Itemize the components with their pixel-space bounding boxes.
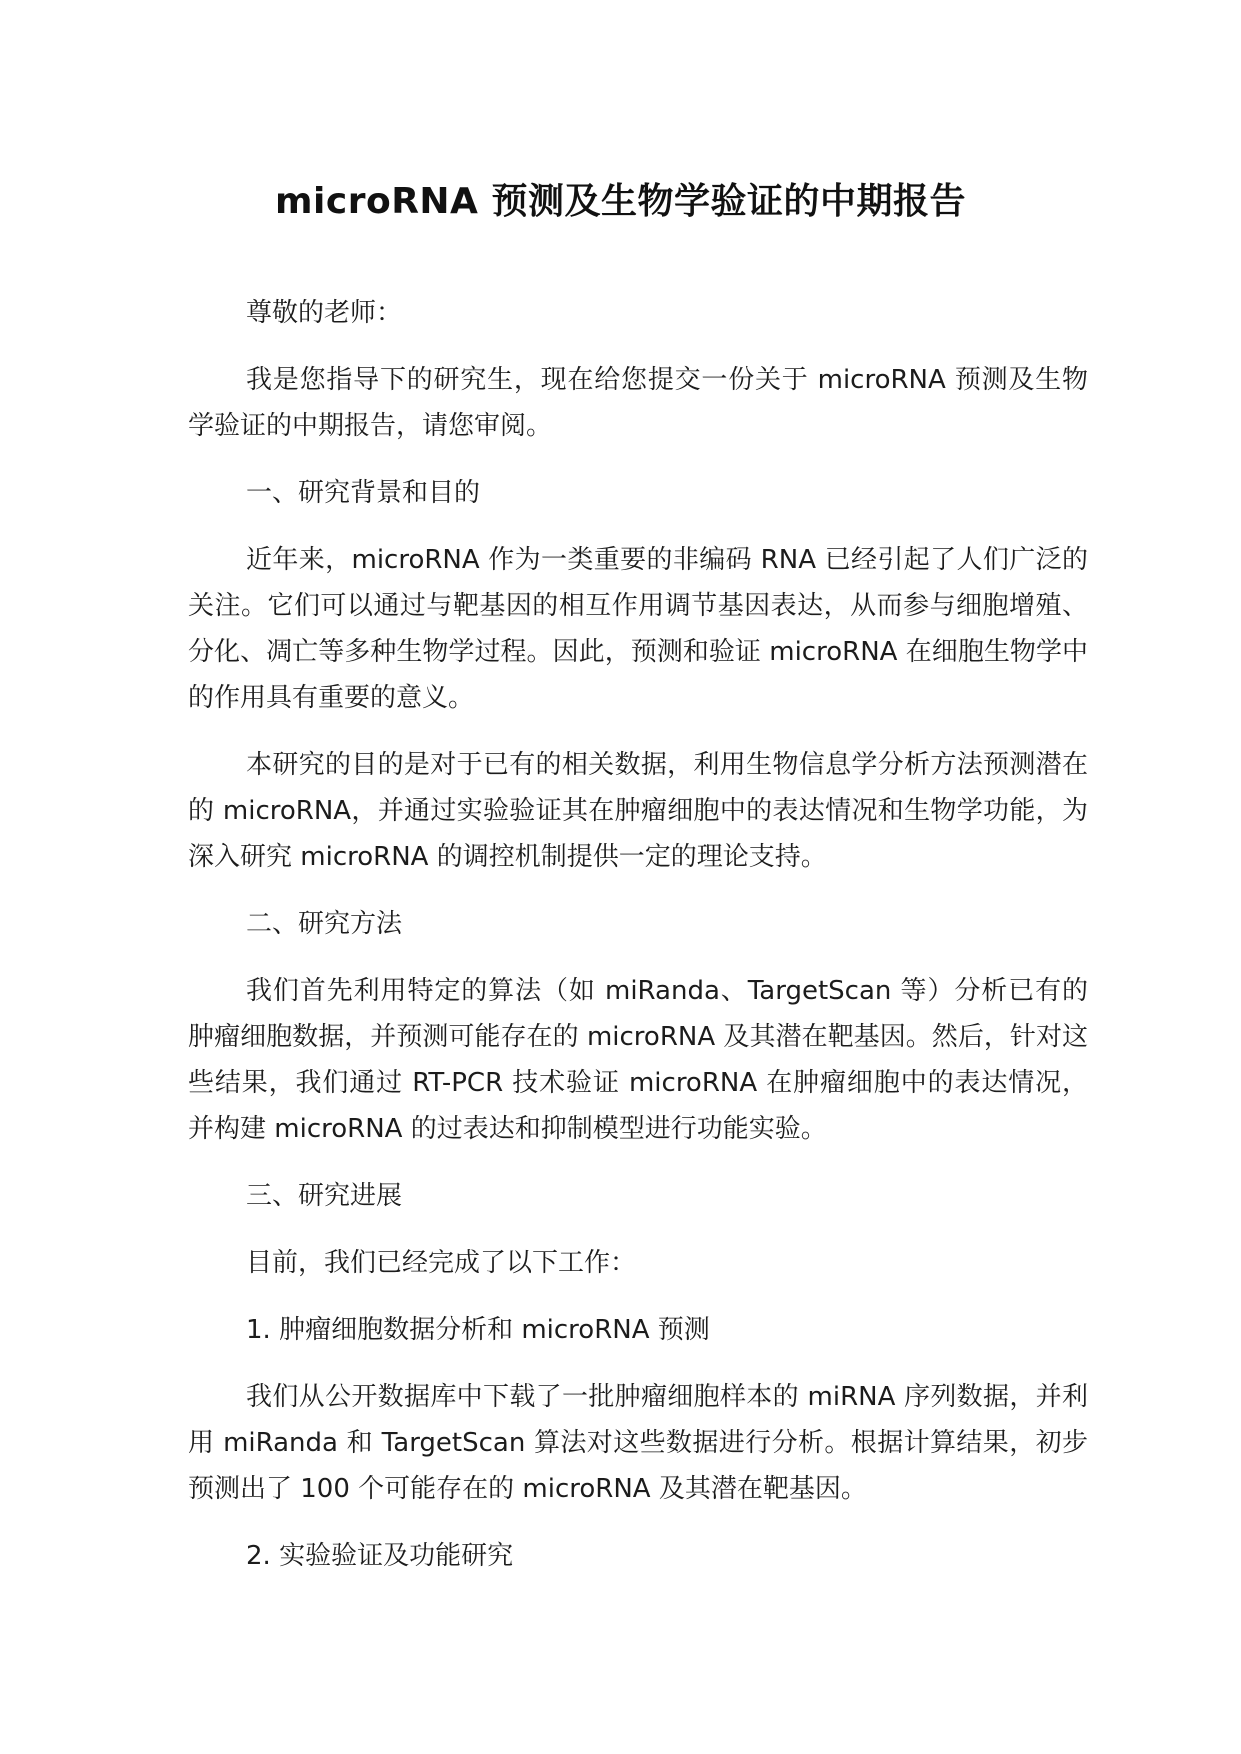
section-heading-progress: 三、研究进展 <box>246 1181 403 1211</box>
document-title: microRNA 预测及生物学验证的中期报告 <box>275 181 966 222</box>
section-heading-background: 一、研究背景和目的 <box>246 478 481 508</box>
progress-intro-paragraph: 目前，我们已经完成了以下工作： <box>246 1248 637 1278</box>
purpose-paragraph: 本研究的目的是对于已有的相关数据，利用生物信息学分析方法预测潜在的 microRNA，并通过实验验证其在肿瘤细胞中的表达情况和生物学功能，为深入研究 microRNA 的调控机制提供一定的理论支持。 <box>188 750 1088 872</box>
subheading-experimental-validation: 2. 实验验证及功能研究 <box>246 1541 514 1571</box>
subheading-data-analysis: 1. 肿瘤细胞数据分析和 microRNA 预测 <box>246 1315 710 1345</box>
background-paragraph: 近年来，microRNA 作为一类重要的非编码 RNA 已经引起了人们广泛的关注。它们可以通过与靶基因的相互作用调节基因表达，从而参与细胞增殖、分化、凋亡等多种生物学过程。因此，预测和验证 microRNA 在细胞生物学中的作用具有重要的意义。 <box>188 545 1088 713</box>
data-analysis-paragraph: 我们从公开数据库中下载了一批肿瘤细胞样本的 miRNA 序列数据，并利用 miRanda 和 TargetScan 算法对这些数据进行分析。根据计算结果，初步预测出了 100 个可能存在的 microRNA 及其潜在靶基因。 <box>188 1382 1088 1504</box>
document-body <box>188 290 1088 1600</box>
greeting-paragraph: 尊敬的老师： <box>246 298 403 328</box>
section-heading-methods: 二、研究方法 <box>246 909 403 939</box>
methods-paragraph: 我们首先利用特定的算法（如 miRanda、TargetScan 等）分析已有的肿瘤细胞数据，并预测可能存在的 microRNA 及其潜在靶基因。然后，针对这些结果，我们通过 RT-PCR 技术验证 microRNA 在肿瘤细胞中的表达情况，并构建 microRNA 的过表达和抑制模型进行功能实验。 <box>188 976 1088 1144</box>
intro-paragraph: 我是您指导下的研究生，现在给您提交一份关于 microRNA 预测及生物学验证的中期报告，请您审阅。 <box>188 365 1088 441</box>
